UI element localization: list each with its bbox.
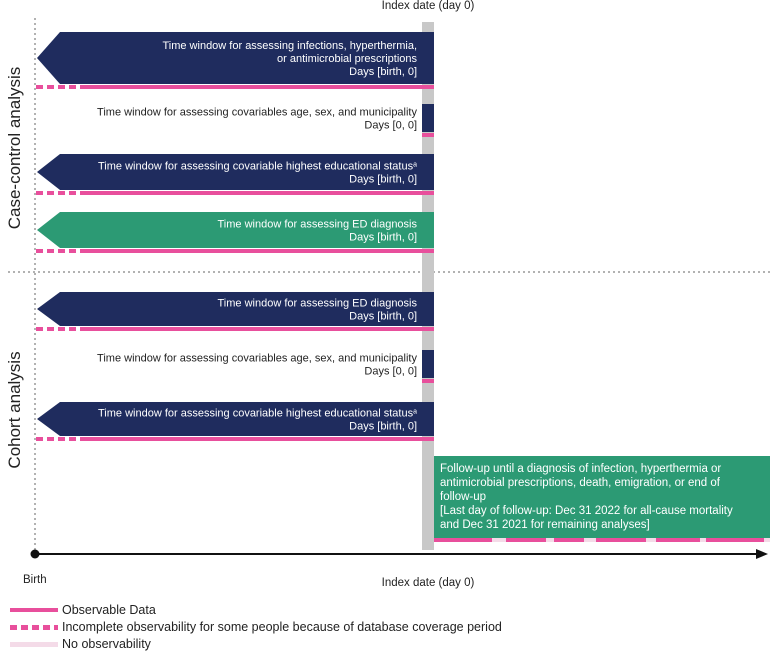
legend-incomplete: [10, 619, 502, 635]
case-control-section-title: Case-control analysis: [5, 66, 24, 230]
incomplete-swatch: [10, 625, 58, 630]
time-window-bar: [97, 350, 434, 381]
time-window-point-marker: [422, 350, 434, 378]
time-window-bar: [36, 154, 434, 193]
legend-none-label: No observability: [62, 637, 151, 651]
time-window-label: Days [birth, 0]: [349, 173, 417, 186]
index-date-top-label: Index date (day 0): [381, 0, 475, 12]
time-window-label: or antimicrobial prescriptions: [277, 53, 417, 65]
legend-observable-label: Observable Data: [62, 603, 156, 617]
time-window-label: Days [birth, 0]: [349, 231, 417, 244]
legend-observable: [10, 602, 156, 618]
time-window-label: Days [0, 0]: [364, 365, 417, 378]
followup-line: and Dec 31 2021 for remaining analyses]: [440, 519, 650, 531]
time-window-bar: [36, 292, 434, 329]
followup-line: follow-up: [440, 491, 487, 503]
time-window-label: Time window for assessing covariables age, sex, and municipality: [97, 352, 417, 365]
time-window-label: Time window for assessing infections, hyperthermia,: [162, 40, 417, 52]
time-window-label: Time window for assessing covariable highest educational status$^a$: [98, 160, 417, 173]
time-window-label: Days [birth, 0]: [349, 420, 417, 433]
time-window-label: Time window for assessing covariable highest educational status$^a$: [98, 407, 417, 420]
time-axis-arrowhead: [756, 549, 768, 559]
time-window-bar: [36, 32, 434, 87]
legend-incomplete-label: Incomplete observability for some people because of database coverage period: [62, 620, 502, 634]
time-window-bar: [36, 212, 434, 251]
followup-line: [Last day of follow-up: Dec 31 2022 for all-cause mortality: [440, 505, 733, 517]
followup-line: antimicrobial prescriptions, death, emigration, or end of: [440, 477, 720, 489]
birth-label: Birth: [23, 574, 47, 586]
legend-no-observability: [10, 636, 151, 652]
no-observability-swatch: [10, 642, 58, 647]
time-window-bar: [36, 402, 434, 439]
cohort-section-title: Cohort analysis: [5, 351, 24, 469]
time-window-point-marker: [422, 104, 434, 132]
followup-window: [434, 456, 770, 540]
followup-line: Follow-up until a diagnosis of infection, hyperthermia or: [440, 463, 722, 475]
time-window-bar: [97, 104, 434, 135]
time-window-label: Time window for assessing ED diagnosis: [217, 218, 417, 231]
bars-layer: [36, 32, 434, 439]
superscript-marker: a: [413, 408, 417, 415]
time-window-label: Days [birth, 0]: [349, 66, 417, 78]
time-window-label: Days [0, 0]: [364, 119, 417, 132]
time-window-label: Days [birth, 0]: [349, 310, 417, 323]
time-window-label: Time window for assessing covariables age, sex, and municipality: [97, 106, 417, 119]
index-date-bottom-label: Index date (day 0): [381, 577, 475, 589]
time-window-label: Time window for assessing ED diagnosis: [217, 297, 417, 310]
birth-marker: [31, 550, 40, 559]
observable-swatch: [10, 608, 58, 612]
index-date-bar: [422, 22, 434, 550]
superscript-marker: a: [413, 161, 417, 168]
